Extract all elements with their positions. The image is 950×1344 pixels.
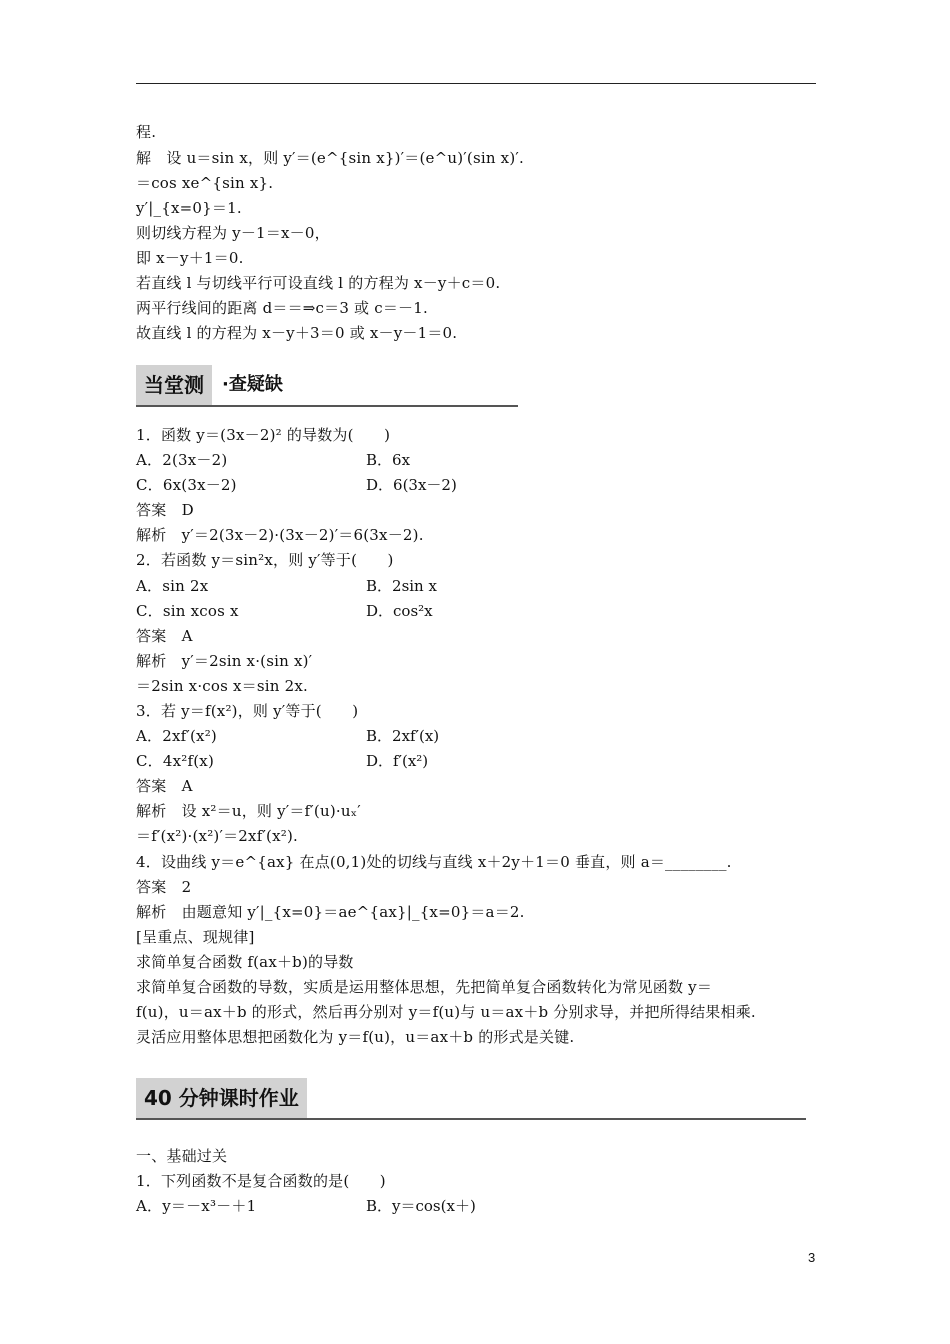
option-b: B．2sin x xyxy=(366,577,437,595)
section-rule xyxy=(136,405,518,407)
option-b: B．2xf′(x) xyxy=(366,727,440,745)
option-a: A．y＝－x³－＋1 xyxy=(136,1197,257,1215)
section-header-homework xyxy=(136,1078,806,1120)
option-d: D．f′(x²) xyxy=(366,752,429,770)
header-rule xyxy=(136,83,816,84)
text-line: ＝cos xe^{sin x}. xyxy=(136,174,274,192)
option-b: B．6x xyxy=(366,451,411,469)
question: 4．设曲线 y＝e^{ax} 在点(0,1)处的切线与直线 x＋2y＋1＝0 垂直，则 a＝________. xyxy=(136,853,732,871)
section-title: 40 分钟课时作业 xyxy=(136,1078,307,1118)
summary-body: 灵活应用整体思想把函数化为 y＝f(u)，u＝ax＋b 的形式是关键. xyxy=(136,1028,575,1046)
question: 1．下列函数不是复合函数的是( ) xyxy=(136,1172,386,1190)
option-d: D．cos²x xyxy=(366,602,433,620)
option-d: D．6(3x－2) xyxy=(366,476,457,494)
question: 2．若函数 y＝sin²x，则 y′等于( ) xyxy=(136,551,394,569)
text-line: 故直线 l 的方程为 x－y＋3＝0 或 x－y－1＝0. xyxy=(136,324,458,342)
option-a: A．2(3x－2) xyxy=(136,451,228,469)
answer: 答案 A xyxy=(136,777,193,795)
option-a: A．sin 2x xyxy=(136,577,209,595)
option-c: C．4x²f(x) xyxy=(136,752,215,770)
explanation: 解析 y′＝2sin x·(sin x)′ xyxy=(136,652,313,670)
summary-title: 求简单复合函数 f(ax＋b)的导数 xyxy=(136,953,354,971)
explanation: ＝2sin x·cos x＝sin 2x. xyxy=(136,677,308,695)
text-line: 两平行线间的距离 d＝＝⇒c＝3 或 c＝－1. xyxy=(136,299,428,317)
text-line: 程. xyxy=(136,123,157,141)
option-b: B．y＝cos(x＋) xyxy=(366,1197,476,1215)
question: 3．若 y＝f(x²)，则 y′等于( ) xyxy=(136,702,359,720)
section-header-in-class-test xyxy=(136,365,518,407)
text-line: 若直线 l 与切线平行可设直线 l 的方程为 x－y＋c＝0. xyxy=(136,274,501,292)
summary-body: f(u)，u＝ax＋b 的形式，然后再分别对 y＝f(u)与 u＝ax＋b 分别求导，并把所得结果相乘. xyxy=(136,1003,756,1021)
explanation: 解析 由题意知 y′|_{x=0}＝ae^{ax}|_{x=0}＝a＝2. xyxy=(136,903,525,921)
summary-tag: [呈重点、现规律] xyxy=(136,928,255,946)
answer: 答案 2 xyxy=(136,878,192,896)
option-c: C．6x(3x－2) xyxy=(136,476,237,494)
option-a: A．2xf′(x²) xyxy=(136,727,217,745)
section-subtitle: ·查疑缺 xyxy=(222,374,283,395)
text-line: 则切线方程为 y－1＝x－0， xyxy=(136,224,330,242)
text-line: 解 设 u＝sin x，则 y′＝(e^{sin x})′＝(e^u)′(sin x)′. xyxy=(136,149,524,167)
text-line: y′|_{x=0}＝1. xyxy=(136,199,242,217)
text-line: 即 x－y＋1＝0. xyxy=(136,249,244,267)
explanation: 解析 设 x²＝u，则 y′＝f′(u)·uₓ′ xyxy=(136,802,361,820)
question: 1．函数 y＝(3x－2)² 的导数为( ) xyxy=(136,426,391,444)
explanation: 解析 y′＝2(3x－2)·(3x－2)′＝6(3x－2). xyxy=(136,526,424,544)
homework-part: 一、基础过关 xyxy=(136,1147,228,1165)
section-rule xyxy=(136,1118,806,1120)
section-title: 当堂测 xyxy=(136,365,212,405)
option-c: C．sin xcos x xyxy=(136,602,239,620)
answer: 答案 D xyxy=(136,501,194,519)
answer: 答案 A xyxy=(136,627,193,645)
summary-body: 求简单复合函数的导数，实质是运用整体思想，先把简单复合函数转化为常见函数 y＝ xyxy=(136,978,713,996)
page-number: 3 xyxy=(808,1250,816,1265)
explanation: ＝f′(x²)·(x²)′＝2xf′(x²). xyxy=(136,827,298,845)
